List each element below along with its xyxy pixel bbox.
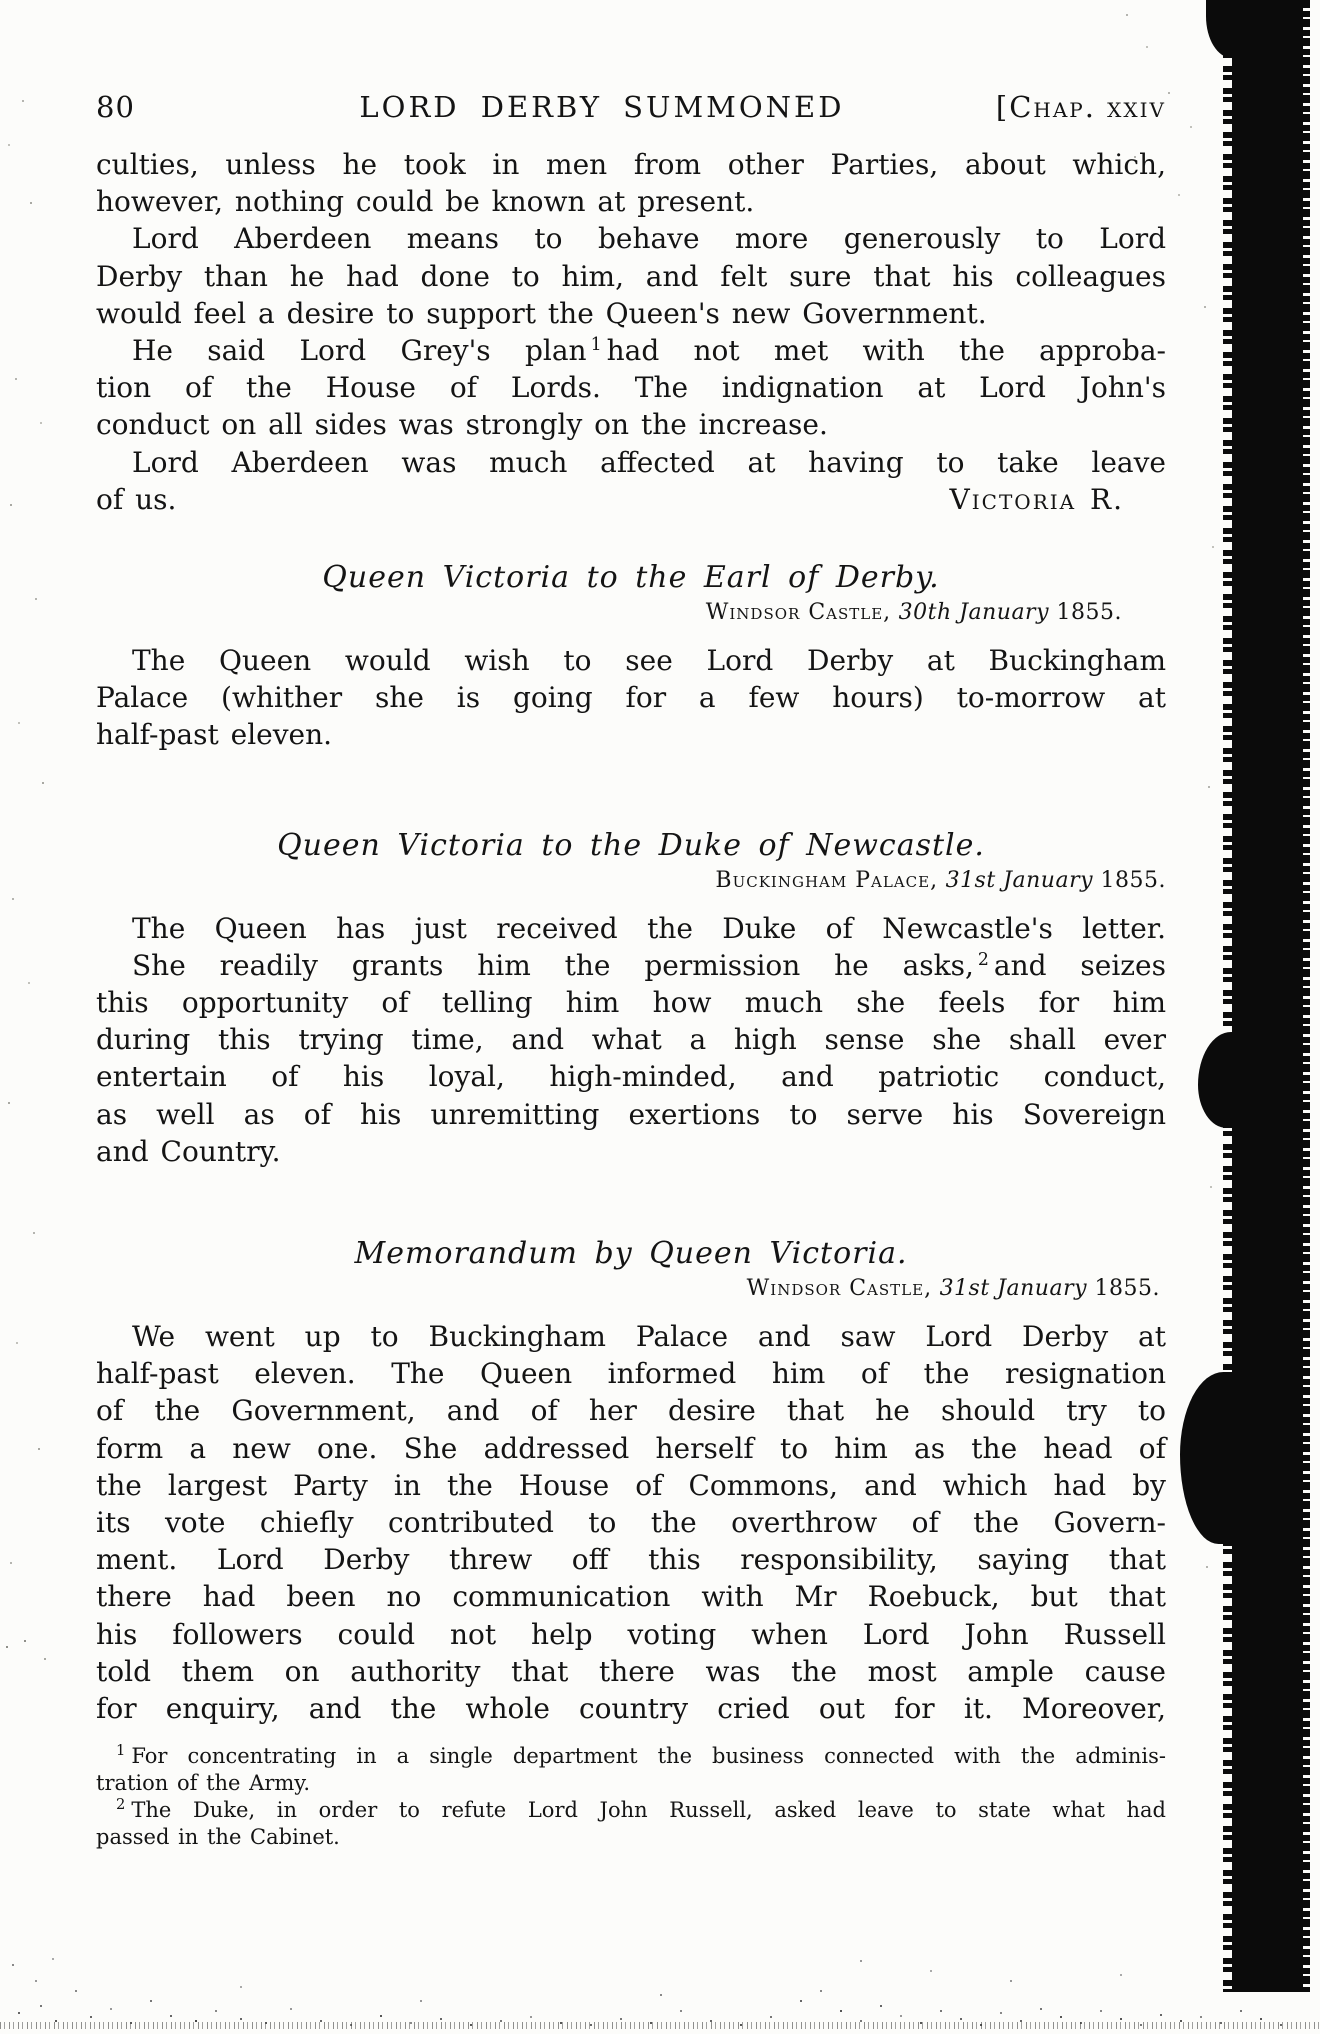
page-header [96,90,1166,124]
body-line: Derby than he had done to him, and felt sure that his colleagues [96,259,1166,293]
page-number: 80 [96,90,135,124]
dateline-place: Windsor Castle, [746,1276,933,1302]
chapter-reference: [Chap. xxiv [995,90,1166,124]
body-line: half-past eleven. The Queen informed him of the resignation [96,1357,1166,1391]
footnote-line [96,1743,1166,1770]
scan-speckles-right [1120,6,1122,8]
scan-edge-blot-top [1206,0,1242,58]
dateline-year: 1855. [1056,600,1122,626]
body-line: ment. Lord Derby threw off this responsibility, saying that [96,1543,1166,1577]
dateline-year: 1855. [1094,1276,1160,1302]
letter-heading: Queen Victoria to the Duke of Newcastle. [277,827,985,863]
paragraph-continuation [96,146,1166,220]
dateline-year: 1855. [1100,867,1166,893]
body-line: of the Government, and of her desire that he should try to [96,1394,1166,1428]
dateline [96,598,1166,628]
scan-speckles-bottom [0,1950,2,1952]
letter-body [96,947,1166,1170]
dateline-place: Buckingham Palace, [715,867,939,893]
body-line: there had been no communication with Mr Roebuck, but that [96,1580,1166,1614]
body-line: conduct on all sides was strongly on the increase. [96,408,828,442]
body-line: as well as of his unremitting exertions to serve his Sovereign [96,1097,1166,1131]
running-title: LORD DERBY SUMMONED [359,90,845,124]
body-line: during this trying time, and what a high sense she shall ever [96,1023,1166,1057]
footnote-line: tration of the Army. [96,1771,311,1796]
letter-body [96,910,1166,947]
royal-signature: Victoria R. [949,482,1124,516]
footnote-ref-1: 1 [590,334,602,355]
scan-edge-blot [1180,1372,1250,1544]
footnote-marker: 1 [116,1742,126,1760]
dateline-date: 30th January [898,600,1050,626]
dateline-place: Windsor Castle, [705,600,892,626]
body-line: for enquiry, and the whole country cried out for it. Moreover, [96,1692,1166,1726]
footnote-text: For concentrating in a single department the business connected with the adminis- [131,1744,1166,1769]
scan-edge-blot [1198,1032,1242,1128]
body-line: Lord Aberdeen means to behave more generously to Lord [132,222,1166,256]
body-line: the largest Party in the House of Commons, and which had by [96,1468,1166,1502]
dateline-date: 31st January [945,867,1094,893]
footnote-ref-2: 2 [977,949,989,970]
body-line: and Country. [96,1134,281,1168]
footnote-text: The Duke, in order to refute Lord John Russell, asked leave to state what had [131,1798,1166,1823]
paragraph [96,220,1166,332]
dateline-date: 31st January [939,1276,1088,1302]
body-line: Lord Aberdeen was much affected at having to take leave [132,445,1166,479]
body-line: entertain of his loyal, high-minded, and patriotic conduct, [96,1060,1166,1094]
body-line: told them on authority that there was the most ample cause [96,1654,1166,1688]
footnote-line: passed in the Cabinet. [96,1825,340,1850]
body-line: however, nothing could be known at present. [96,185,755,219]
paragraph [96,444,1166,518]
dateline [96,1274,1166,1304]
footnote-marker: 2 [116,1796,126,1814]
scan-speckles-left [0,80,2,82]
body-line: tion of the House of Lords. The indignation at Lord John's [96,371,1166,405]
closing-text: of us. [96,482,177,516]
footnotes [96,1743,1166,1851]
signature-line [96,481,1166,518]
scan-gutter-shadow [1232,0,1310,1992]
footnote-line [96,1797,1166,1824]
body-line: half-past eleven. [96,718,333,752]
paragraph [96,332,1166,444]
body-line: We went up to Buckingham Palace and saw Lord Derby at [132,1320,1166,1354]
body-text: and seizes [993,948,1166,982]
dateline [96,866,1166,896]
body-text: He said Lord Grey's plan [132,334,587,368]
body-line: his followers could not help voting when Lord John Russell [96,1617,1166,1651]
body-line: Palace (whither she is going for a few hours) to-morrow at [96,681,1166,715]
body-text: had not met with the approba- [606,334,1167,368]
text-column [96,90,1166,1851]
memorandum-body [96,1318,1166,1727]
body-line: this opportunity of telling him how much she feels for him [96,986,1166,1020]
body-line: would feel a desire to support the Queen's new Government. [96,296,987,330]
letter-heading: Queen Victoria to the Earl of Derby. [322,560,940,596]
memorandum-heading: Memorandum by Queen Victoria. [354,1236,908,1272]
scan-grain-bottom-edge [0,2022,1320,2029]
body-line: culties, unless he took in men from other Parties, about which, [96,148,1166,181]
body-line: The Queen would wish to see Lord Derby at Buckingham [132,644,1166,678]
letter-body [96,642,1166,754]
body-line: The Queen has just received the Duke of Newcastle's letter. [132,911,1166,945]
body-text: She readily grants him the permission he asks, [132,948,974,982]
body-line: its vote chiefly contributed to the overthrow of the Govern- [96,1506,1166,1540]
body-line [96,332,1166,369]
body-line: form a new one. She addressed herself to him as the head of [96,1431,1166,1465]
body-line [96,947,1166,984]
